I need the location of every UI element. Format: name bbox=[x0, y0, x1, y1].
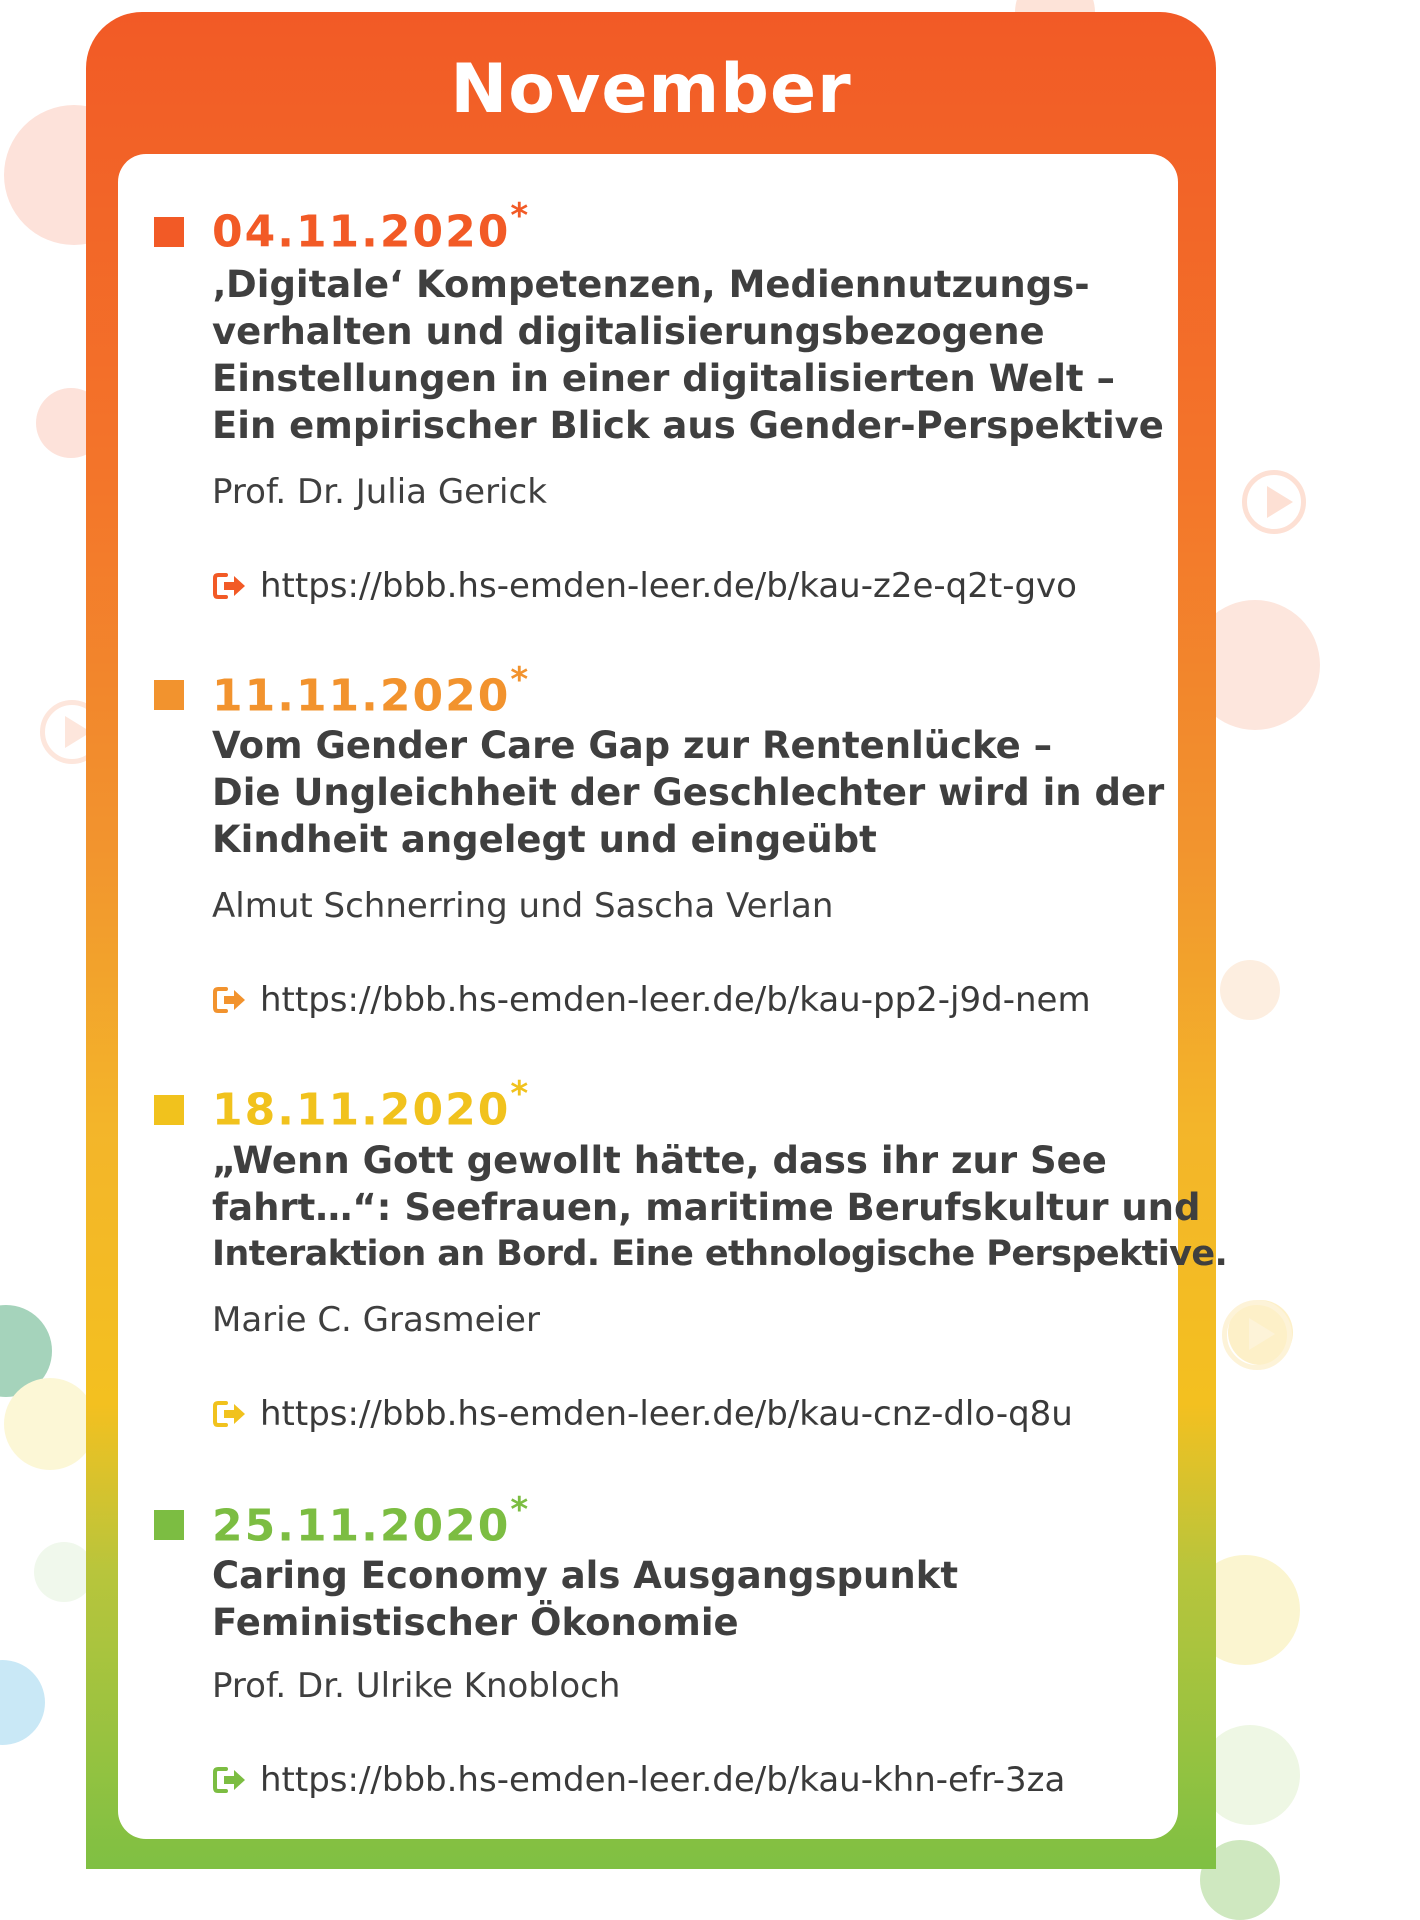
event-link-url[interactable]: https://bbb.hs-emden-leer.de/b/kau-pp2-j9d-nem bbox=[260, 980, 1091, 1020]
decor-bubble bbox=[1220, 960, 1280, 1020]
bullet-square bbox=[154, 217, 184, 247]
event-speaker: Almut Schnerring und Sascha Verlan bbox=[212, 886, 834, 926]
arrow-right-icon bbox=[212, 1766, 248, 1794]
decor-bubble bbox=[4, 1378, 96, 1470]
event-link[interactable] bbox=[212, 1758, 1065, 1802]
event-link-url[interactable]: https://bbb.hs-emden-leer.de/b/kau-khn-efr-3za bbox=[260, 1760, 1066, 1800]
month-title: November bbox=[450, 50, 852, 129]
event-title: Caring Economy als Ausgangspunkt Feministischer Ökonomie bbox=[212, 1554, 959, 1644]
decor-bubble bbox=[0, 1660, 45, 1745]
event-title: „Wenn Gott gewollt hätte, dass ihr zur See fahrt…“: Seefrauen, maritime Berufskultur und Interaktion an Bord. Eine ethnologische Perspektive. bbox=[212, 1139, 1228, 1274]
decor-bubble bbox=[34, 1542, 94, 1602]
event-link-url[interactable]: https://bbb.hs-emden-leer.de/b/kau-cnz-dlo-q8u bbox=[260, 1394, 1073, 1434]
event-date: 18.11.2020* bbox=[212, 1074, 531, 1136]
event-link-url[interactable]: https://bbb.hs-emden-leer.de/b/kau-z2e-q2t-gvo bbox=[260, 566, 1077, 606]
event-speaker: Prof. Dr. Ulrike Knobloch bbox=[212, 1666, 621, 1706]
play-icon bbox=[1242, 470, 1306, 534]
arrow-right-icon bbox=[212, 986, 248, 1014]
event-date: 25.11.2020* bbox=[212, 1490, 531, 1552]
event-link[interactable] bbox=[212, 1392, 1073, 1436]
event-date: 11.11.2020* bbox=[212, 660, 531, 722]
schedule-card bbox=[86, 12, 1228, 1869]
event-title: ‚Digitale‘ Kompetenzen, Mediennutzungs- verhalten und digitalisierungsbezogene Einstellungen in einer digitalisierten Welt – Ein empirischer Blick aus Gender-Perspektive bbox=[212, 263, 1164, 447]
event-link[interactable] bbox=[212, 564, 1077, 608]
bullet-square bbox=[154, 680, 184, 710]
bullet-square bbox=[154, 1510, 184, 1540]
event-link[interactable] bbox=[212, 978, 1091, 1022]
event-list bbox=[118, 154, 1228, 1839]
bullet-square bbox=[154, 1095, 184, 1125]
play-icon bbox=[1222, 1300, 1292, 1370]
event-date: 04.11.2020* bbox=[212, 196, 531, 258]
arrow-right-icon bbox=[212, 572, 248, 600]
arrow-right-icon bbox=[212, 1400, 248, 1428]
event-speaker: Marie C. Grasmeier bbox=[212, 1300, 540, 1340]
event-title: Vom Gender Care Gap zur Rentenlücke – Die Ungleichheit der Geschlechter wird in der Kindheit angelegt und eingeübt bbox=[212, 724, 1165, 861]
event-speaker: Prof. Dr. Julia Gerick bbox=[212, 472, 547, 512]
